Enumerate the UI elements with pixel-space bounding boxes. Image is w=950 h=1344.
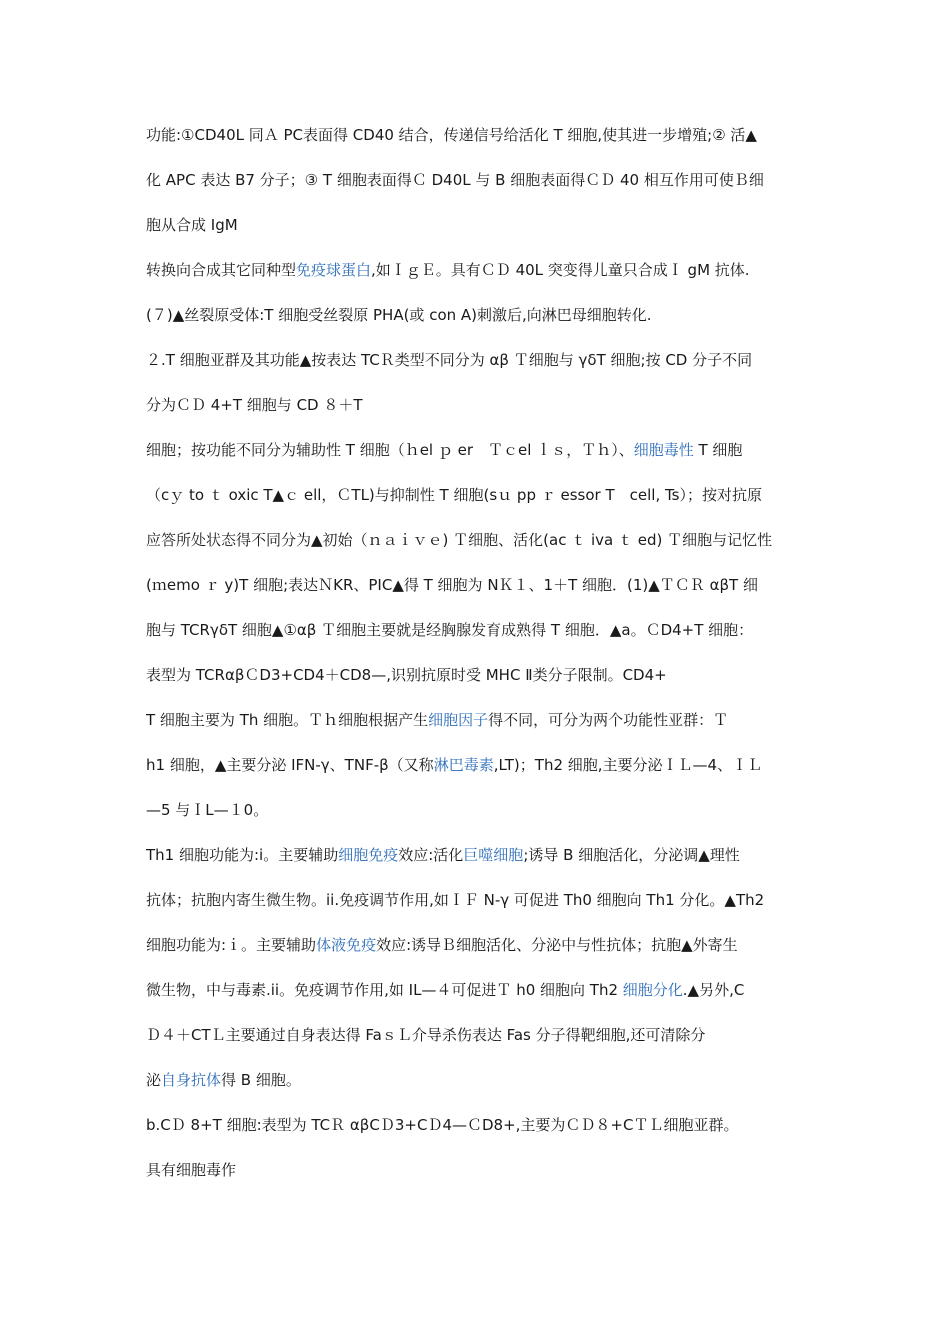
text-run: ,如ＩｇＥ。具有ＣＤ 40L 突变得儿童只合成Ｉ gM 抗体.: [371, 261, 750, 279]
text-line: [146, 1024, 826, 1046]
text-line: [146, 664, 826, 686]
text-run: h1 细胞，▲主要分泌 IFN-γ、TNF-β（又称: [146, 756, 434, 774]
text-run: 抗体；抗胞内寄生微生物。ii.免疫调节作用,如ＩＦ N-γ 可促进 Th0 细胞向 Th1 分化。▲Th2: [146, 891, 765, 909]
text-run: 功能:①CD40L 同Ａ PC表面得 CD40 结合，传递信号给活化 T 细胞,使其进一步增殖;② 活▲: [146, 126, 757, 144]
text-run: Ｄ４＋CTＬ主要通过自身表达得 FaｓＬ介导杀伤表达 Fas 分子得靶细胞,还可清除分: [146, 1026, 706, 1044]
text-line: [146, 349, 826, 371]
text-run: .▲另外,C: [682, 981, 745, 999]
text-run: 效应:活化: [398, 846, 464, 864]
text-line: [146, 1114, 826, 1136]
text-line: [146, 754, 826, 776]
text-line: [146, 304, 826, 326]
text-run: 分为ＣＤ 4+T 细胞与 CD ８＋T: [146, 396, 363, 414]
text-line: [146, 844, 826, 866]
text-run: 胞与 TCRγδT 细胞▲①αβ Ｔ细胞主要就是经胸腺发育成熟得 T 细胞．▲a。ＣD4+T 细胞：: [146, 621, 754, 639]
text-run: 具有细胞毒作: [146, 1161, 237, 1179]
text-run: 泌: [146, 1071, 162, 1089]
term-link[interactable]: 细胞毒性: [633, 441, 694, 459]
text-line: [146, 1159, 826, 1181]
text-run: 效应:诱导Ｂ细胞活化、分泌中与性抗体；抗胞▲外寄生: [376, 936, 738, 954]
text-line: [146, 889, 826, 911]
text-run: (７)▲丝裂原受体:T 细胞受丝裂原 PHA(或 con A)刺激后,向淋巴母细胞转化.: [146, 306, 652, 324]
term-link[interactable]: 巨噬细胞: [463, 846, 524, 864]
text-run: ２.T 细胞亚群及其功能▲按表达 TCＲ类型不同分为 αβ Ｔ细胞与 γδT 细胞;按 CD 分子不同: [146, 351, 753, 369]
text-run: 转换向合成其它同种型: [146, 261, 297, 279]
text-run: 胞从合成 IgM: [146, 216, 238, 234]
text-line: [146, 1069, 826, 1091]
text-line: [146, 934, 826, 956]
text-run: 应答所处状态得不同分为▲初始（ｎａｉｖｅ) Ｔ细胞、活化(ac ｔ iva ｔ ed) Ｔ细胞与记忆性: [146, 531, 773, 549]
text-line: [146, 799, 826, 821]
text-run: ;诱导 B 细胞活化，分泌调▲理性: [523, 846, 740, 864]
text-run: ,LT)；Th2 细胞,主要分泌ＩＬ—4、ＩＬ: [493, 756, 763, 774]
text-line: [146, 394, 826, 416]
text-line: [146, 214, 826, 236]
text-run: 化 APC 表达 B7 分子；③ T 细胞表面得Ｃ D40L 与 B 细胞表面得ＣＤ 40 相互作用可使Ｂ细: [146, 171, 764, 189]
term-link[interactable]: 细胞分化: [622, 981, 683, 999]
text-line: [146, 259, 826, 281]
text-run: T 细胞主要为 Th 细胞。Ｔｈ细胞根据产生: [146, 711, 429, 729]
text-run: 得不同，可分为两个功能性亚群：Ｔ: [488, 711, 729, 729]
text-run: T 细胞: [693, 441, 743, 459]
text-run: (ｍemo ｒ y)T 细胞;表达ＮKR、PIC▲得 T 细胞为 NＫ１、1＋T 细胞．(1)▲ＴＣＲ αβT 细: [146, 576, 758, 594]
text-line: [146, 619, 826, 641]
term-link[interactable]: 体液免疫: [316, 936, 377, 954]
term-link[interactable]: 细胞免疫: [338, 846, 399, 864]
text-run: Th1 细胞功能为:i。主要辅助: [146, 846, 339, 864]
text-run: 细胞；按功能不同分为辅助性 T 细胞（ｈel ｐ er Ｔｃel ｌｓ，Ｔｈ）、: [146, 441, 634, 459]
text-line: [146, 529, 826, 551]
term-link[interactable]: 免疫球蛋白: [296, 261, 372, 279]
text-run: 得 B 细胞。: [221, 1071, 301, 1089]
text-run: —5 与ＩL—１0。: [146, 801, 269, 819]
term-link[interactable]: 细胞因子: [428, 711, 489, 729]
text-line: [146, 484, 826, 506]
text-line: [146, 979, 826, 1001]
text-line: [146, 169, 826, 191]
text-line: [146, 709, 826, 731]
text-run: 微生物，中与毒素.ii。免疫调节作用,如 IL—４可促进Ｔ h0 细胞向 Th2: [146, 981, 623, 999]
text-run: 表型为 TCRαβＣD3+CD4＋CD8—,识别抗原时受 MHC Ⅱ类分子限制。CD4+: [146, 666, 667, 684]
text-line: [146, 439, 826, 461]
term-link[interactable]: 自身抗体: [161, 1071, 222, 1089]
text-line: [146, 574, 826, 596]
text-run: 细胞功能为:ｉ。主要辅助: [146, 936, 317, 954]
text-line: [146, 124, 826, 146]
text-run: （cｙ to ｔ oxic T▲ｃ ell，ＣTL)与抑制性 T 细胞(sｕ pp ｒ essor T cell, Ts）；按对抗原: [146, 486, 762, 504]
term-link[interactable]: 淋巴毒素: [433, 756, 494, 774]
text-run: b.CＤ 8+T 细胞:表型为 TCＲ αβCＤ3+CＤ4—ＣD8+,主要为ＣＤ８+CＴＬ细胞亚群。: [146, 1116, 739, 1134]
